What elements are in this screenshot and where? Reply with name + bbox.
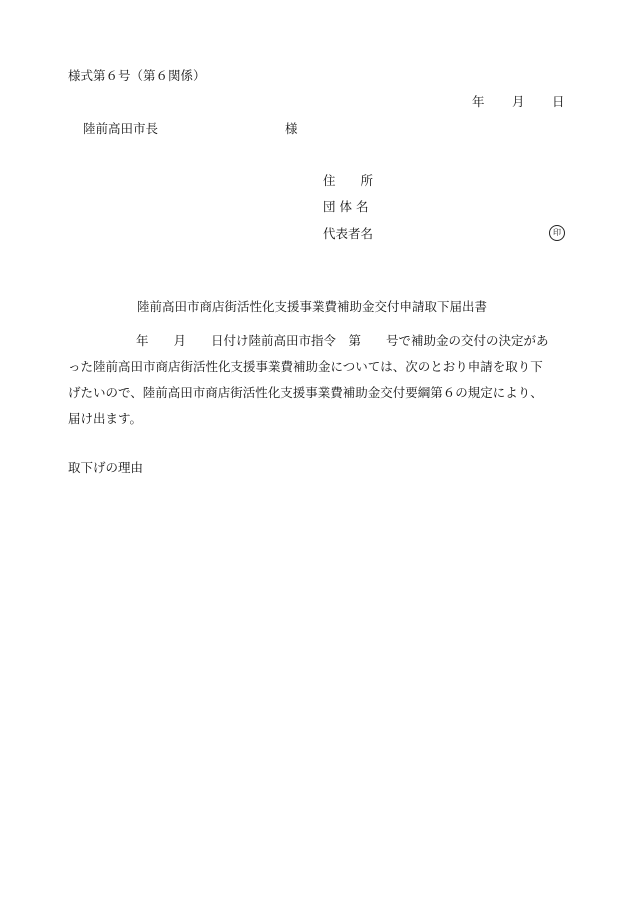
reason-label: 取下げの理由 [68,460,144,475]
form-number: 様式第６号（第６関係） [68,68,206,83]
representative-label: 代表者名 [323,226,374,241]
addressee-honorific: 様 [285,121,298,136]
body-line-3: げたいので、陸前高田市商店街活性化支援事業費補助金交付要綱第６の規定により、 [68,385,543,400]
body-paragraph [68,328,578,432]
body-line-4: 届け出ます。 [68,411,143,426]
date-day-label: 日 [552,94,565,109]
seal-mark: 印 [549,225,565,241]
body-line-2: った陸前高田市商店街活性化支援事業費補助金については、次のとおり申請を取り下 [68,359,543,374]
address-label: 住 所 [323,173,374,188]
date-month-label: 月 [512,94,525,109]
addressee-name: 陸前高田市長 [83,121,159,136]
organization-label: 団 体 名 [323,199,369,214]
document-title: 陸前高田市商店街活性化支援事業費補助金交付申請取下届出書 [137,299,488,314]
body-line-1: 年 月 日付け陸前高田市指令 第 号で補助金の交付の決定があ [136,333,549,348]
date-year-label: 年 [472,94,485,109]
